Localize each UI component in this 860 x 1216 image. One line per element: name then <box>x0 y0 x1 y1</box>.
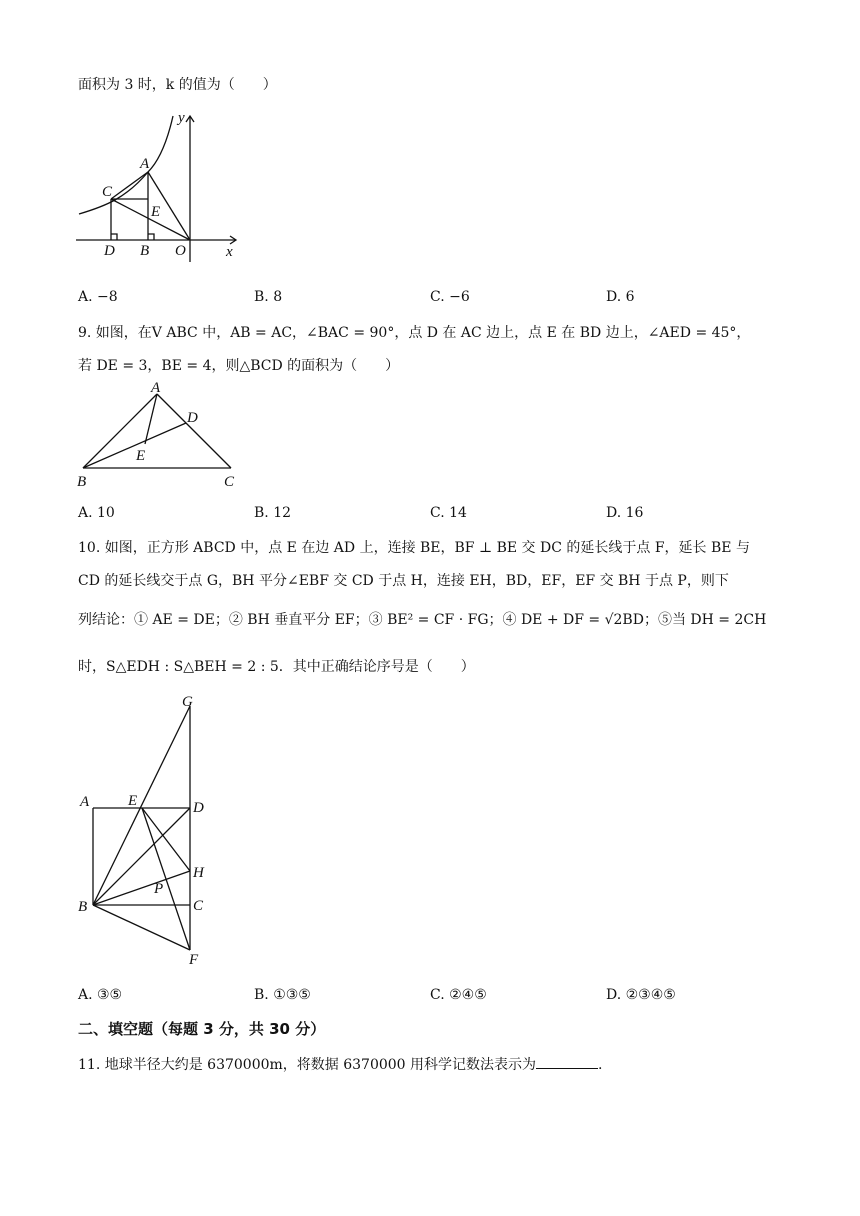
q9-label-D: D <box>187 410 198 426</box>
q9-stem-line2: 若 DE = 3，BE = 4，则△BCD 的面积为（ ） <box>78 358 400 374</box>
q8-figure <box>76 108 246 268</box>
q9-figure <box>76 380 246 494</box>
q10-stem-line1: 10. 如图，正方形 ABCD 中，点 E 在边 AD 上，连接 BE，BF ⊥ BE 交 DC 的延长线于点 F，延长 BE 与 <box>78 540 750 556</box>
q8-label-y: y <box>178 110 185 126</box>
q10-figure <box>76 692 226 972</box>
q10-option-a: A. ③⑤ <box>78 987 123 1003</box>
q10-label-A: A <box>80 794 90 810</box>
section-heading: 二、填空题（每题 3 分，共 30 分） <box>78 1020 326 1038</box>
q9-label-A: A <box>151 380 161 396</box>
q8-label-A: A <box>140 156 150 172</box>
q9-label-C: C <box>224 474 235 490</box>
q8-option-d: D. 6 <box>606 289 635 305</box>
q10-option-c: C. ②④⑤ <box>430 987 487 1003</box>
q9-stem-line1: 9. 如图，在V ABC 中，AB = AC，∠BAC = 90°，点 D 在 AC 边上，点 E 在 BD 边上，∠AED = 45°， <box>78 325 751 341</box>
q9-option-b: B. 12 <box>254 505 292 521</box>
q9-option-d: D. 16 <box>606 505 644 521</box>
q10-label-P: P <box>154 881 164 897</box>
q8-label-D: D <box>104 243 115 259</box>
q10-label-G: G <box>182 694 193 710</box>
q11-answer-blank[interactable] <box>536 1056 598 1069</box>
q8-stem-tail: 面积为 3 时，k 的值为（ ） <box>78 77 277 93</box>
q9-option-c: C. 14 <box>430 505 467 521</box>
q9-label-E: E <box>136 448 146 464</box>
q8-label-x: x <box>226 244 233 260</box>
q8-label-B: B <box>140 243 150 259</box>
q8-label-O: O <box>175 243 186 259</box>
q11-stem <box>78 1054 603 1074</box>
q10-label-D: D <box>193 800 204 816</box>
q8-option-a: A. −8 <box>78 289 118 305</box>
q10-label-E: E <box>128 793 138 809</box>
q10-option-b: B. ①③⑤ <box>254 987 311 1003</box>
q11-text: 11. 地球半径大约是 6370000m，将数据 6370000 用科学记数法表示为 <box>78 1057 537 1073</box>
q10-label-C: C <box>193 898 204 914</box>
q11-end: . <box>598 1057 603 1073</box>
q10-stem-line3: 列结论：① AE = DE；② BH 垂直平分 EF；③ BE² = CF · FG；④ DE + DF = √2BD；⑤当 DH = 2CH <box>78 612 767 628</box>
q10-stem-line4: 时，S△EDH : S△BEH = 2 : 5．其中正确结论序号是（ ） <box>78 659 475 675</box>
q9-option-a: A. 10 <box>78 505 115 521</box>
q8-option-c: C. −6 <box>430 289 470 305</box>
q10-label-B: B <box>78 899 88 915</box>
q8-label-E: E <box>151 204 161 220</box>
q10-label-H: H <box>193 865 204 881</box>
q8-option-b: B. 8 <box>254 289 283 305</box>
q10-label-F: F <box>189 952 199 968</box>
q10-stem-line2: CD 的延长线交于点 G，BH 平分∠EBF 交 CD 于点 H，连接 EH，BD，EF，EF 交 BH 于点 P，则下 <box>78 573 729 589</box>
q10-option-d: D. ②③④⑤ <box>606 987 676 1003</box>
q9-label-B: B <box>77 474 87 490</box>
q8-label-C: C <box>102 184 113 200</box>
